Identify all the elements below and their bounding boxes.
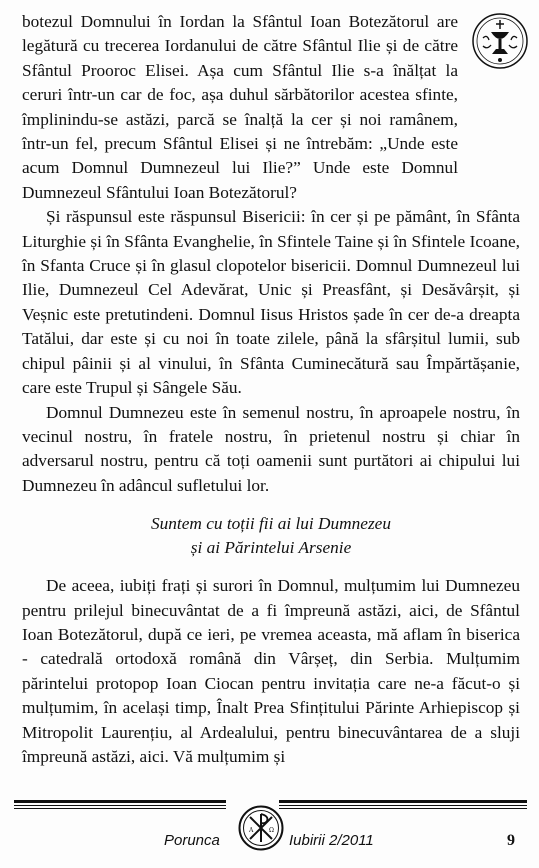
- page-footer: [14, 800, 527, 860]
- paragraph-2: Și răspunsul este răspunsul Bisericii: în cer și pe pământ, în Sfânta Liturghie și în Sfânta Evanghelie, în Sfintele Taine și în Sfintele Icoane, în Sfanta Cruce și în glasul clopotelor bisericii. Domnul Dumnezeul lui Ilie, Dumnezeul Cel Adevărat, Unic și Preasfânt, și Desăvârșit, și Veșnic este pretutindeni. Domnul Iisus Hristos șade în cer de-a dreapta Tatălui, dar este și cu noi în toate zilele, până la sfârșitul lumii, sub chipul pâinii și al vinului, în Sfânta Cuminecătură sau Împărtășanie, care este Trupul și Sângele Său.: [22, 207, 520, 398]
- body-text: [22, 10, 520, 769]
- subtitle-line-1: Suntem cu toții fii ai lui Dumnezeu: [151, 514, 391, 534]
- footer-rule-right: [279, 800, 527, 811]
- page-number: 9: [507, 832, 515, 849]
- section-subtitle: [22, 512, 520, 560]
- publication-title-left: Porunca: [164, 832, 220, 849]
- footer-rule-left: [14, 800, 226, 811]
- paragraph-1: botezul Domnului în Iordan la Sfântul Ioan Botezătorul are legătură cu trecerea Iordanului de către Sfântul Ilie și de către Sfântul Prooroc Elisei. Așa cum Sfântul Ilie s-a înălțat la ceruri într-un car de foc, așa duhul sărbătorilor acestea sfinte, împlinindu-se astăzi, parcă se înalță la cer și noi ramânem, într-un fel, precum Sfântul Elisei și ne întrebăm: „Unde este acum Domnul Dumnezeul lui Ilie?” Unde este Domnul Dumnezeul Sfântului Ioan Botezătorul?: [22, 12, 458, 202]
- paragraph-3: Domnul Dumnezeu este în semenul nostru, în aproapele nostru, în vecinul nostru, în fratele nostru, în prietenul nostru și chiar în adversarul nostru, pentru că toți oamenii sunt purtători ai chipului lui Dumnezeu în adâncul sufletului lor.: [22, 402, 520, 495]
- publication-title-right: Iubirii 2/2011: [289, 832, 374, 849]
- subtitle-line-2: și ai Părintelui Arsenie: [190, 538, 352, 558]
- chi-rho-emblem-icon: [238, 805, 284, 851]
- svg-text:A: A: [249, 827, 254, 834]
- paragraph-4: De aceea, iubiți frați și surori în Domnul, mulțumim lui Dumnezeu pentru prilejul binecuvântat de a fi împreună astăzi, aici, de Sfântul Ioan Botezătorul, după ce ieri, pe vremea aceasta, mă aflam în biserica - catedrală ortodoxă română din Vârșeț, din Serbia. Mulțumim părintelui protopop Ioan Ciocan pentru invitația care ne-a făcut-o și mulțumim, în același timp, Înalt Prea Sfințitului Părinte Arhiepiscop și Mitropolit Laurențiu, al Ardealului, pentru binecuvântarea de a sluji împreună astăzi, aici. Vă mulțumim și: [22, 576, 520, 766]
- svg-text:Ω: Ω: [269, 827, 274, 834]
